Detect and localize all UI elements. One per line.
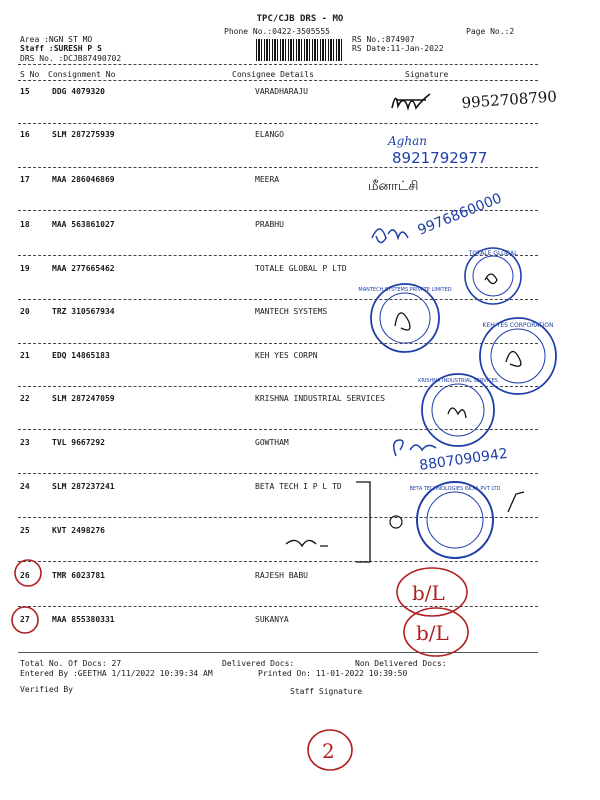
row-sno: 24 bbox=[20, 482, 30, 491]
stamp-22-text: KRISHNA INDUSTRIAL SERVICES bbox=[418, 378, 498, 384]
phone-16: 8921792977 bbox=[392, 149, 488, 167]
row-consignee: SUKANYA bbox=[255, 615, 289, 624]
row-divider bbox=[18, 210, 538, 211]
area-field: Area :NGN ST MO bbox=[20, 35, 93, 44]
signature-16: Aghan bbox=[388, 134, 427, 148]
row-divider bbox=[18, 123, 538, 124]
phone-18: 9976860000 bbox=[415, 190, 505, 239]
column-consignee: Consignee Details bbox=[232, 70, 314, 79]
stamp-21 bbox=[480, 318, 556, 394]
drs-number: DRS No. :DCJB87490702 bbox=[20, 54, 122, 63]
header-divider bbox=[18, 64, 538, 65]
delivered-docs: Delivered Docs: bbox=[222, 659, 295, 668]
stamp-24 bbox=[410, 482, 501, 558]
footer-divider bbox=[18, 652, 538, 653]
row-consignee: VARADHARAJU bbox=[255, 87, 308, 96]
row-consignee: KRISHNA INDUSTRIAL SERVICES bbox=[255, 394, 386, 403]
column-sno: S No bbox=[20, 70, 40, 79]
row-sno: 16 bbox=[20, 130, 30, 139]
row-consignment: TRZ 310567934 bbox=[52, 307, 115, 316]
row-consignment: TVL 9667292 bbox=[52, 438, 105, 447]
signature-18 bbox=[372, 229, 408, 243]
row-consignee: KEH YES CORPN bbox=[255, 351, 318, 360]
bl-oval-26 bbox=[397, 568, 467, 616]
page-number: Page No.:2 bbox=[466, 27, 515, 36]
row-consignment: MAA 286046869 bbox=[52, 175, 115, 184]
column-consignment: Consignment No bbox=[48, 70, 116, 79]
row-consignee: ELANGO bbox=[255, 130, 284, 139]
staff-field: Staff :SURESH P S bbox=[20, 44, 102, 53]
verified-by: Verified By bbox=[20, 685, 73, 694]
tick-24 bbox=[508, 492, 524, 512]
row-consignee: GOWTHAM bbox=[255, 438, 289, 447]
row-sno: 19 bbox=[20, 264, 30, 273]
entered-by: Entered By :GEETHA 1/11/2022 10:39:34 AM bbox=[20, 669, 213, 678]
phone-number: Phone No.:0422-3505555 bbox=[224, 27, 330, 36]
row-consignment: SLM 287237241 bbox=[52, 482, 115, 491]
column-signature: Signature bbox=[405, 70, 449, 79]
row-consignment: EDQ 14865183 bbox=[52, 351, 110, 360]
row-divider bbox=[18, 561, 538, 562]
row-sno: 25 bbox=[20, 526, 30, 535]
row-sno: 22 bbox=[20, 394, 30, 403]
phone-15: 9952708790 bbox=[461, 87, 558, 112]
row-sno: 20 bbox=[20, 307, 30, 316]
row-consignment: KVT 2498276 bbox=[52, 526, 105, 535]
row-divider bbox=[18, 386, 538, 387]
stamp-19-text: TOTALE GLOBAL bbox=[468, 250, 518, 257]
barcode bbox=[256, 39, 344, 61]
row-consignment: MAA 563861027 bbox=[52, 220, 115, 229]
row-consignee: PRABHU bbox=[255, 220, 284, 229]
row-consignee: RAJESH BABU bbox=[255, 571, 308, 580]
row-consignment: SLM 287275939 bbox=[52, 130, 115, 139]
row-sno: 15 bbox=[20, 87, 30, 96]
row-divider bbox=[18, 606, 538, 607]
stamp-24-text: BETA TECHNOLOGIES INDIA PVT LTD bbox=[409, 486, 501, 492]
staff-signature-label: Staff Signature bbox=[290, 687, 363, 696]
stamp-21-text: KEH YES CORPORATION bbox=[482, 322, 554, 329]
row-divider bbox=[18, 299, 538, 300]
non-delivered-docs: Non Delivered Docs: bbox=[355, 659, 447, 668]
total-docs: Total No. Of Docs: 27 bbox=[20, 659, 122, 668]
row-consignee: MEERA bbox=[255, 175, 280, 184]
row-consignee: BETA TECH I P L TD bbox=[255, 482, 342, 491]
stamp-20-text: MANTECH SYSTEMS PRIVATE LIMITED bbox=[358, 287, 452, 293]
row-sno: 17 bbox=[20, 175, 30, 184]
row-consignment: TMR 6023781 bbox=[52, 571, 105, 580]
phone-23: 8807090942 bbox=[418, 445, 509, 474]
row-consignment: DDG 4079320 bbox=[52, 87, 105, 96]
row-consignee: TOTALE GLOBAL P LTD bbox=[255, 264, 347, 273]
page-mark: 2 bbox=[322, 739, 335, 763]
row-divider bbox=[18, 473, 538, 474]
row-consignment: MAA 855380331 bbox=[52, 615, 115, 624]
row-sno: 23 bbox=[20, 438, 30, 447]
signature-15 bbox=[392, 94, 430, 108]
printed-on: Printed On: 11-01-2022 10:39:50 bbox=[258, 669, 408, 678]
row-sno: 18 bbox=[20, 220, 30, 229]
stamp-22 bbox=[418, 374, 498, 446]
bl-oval-27 bbox=[404, 608, 468, 656]
page-mark-oval bbox=[308, 730, 352, 770]
column-divider bbox=[18, 80, 538, 81]
stamp-20 bbox=[358, 284, 451, 352]
bl-27: b/L bbox=[416, 621, 449, 645]
row-divider bbox=[18, 255, 538, 256]
row-sno: 26 bbox=[20, 571, 30, 580]
row-divider bbox=[18, 517, 538, 518]
bl-26: b/L bbox=[412, 581, 445, 605]
signature-17: மீனாட்சி bbox=[368, 179, 419, 194]
rs-date: RS Date:11-Jan-2022 bbox=[352, 44, 444, 53]
row-divider bbox=[18, 167, 538, 168]
row-consignee: MANTECH SYSTEMS bbox=[255, 307, 328, 316]
stamp-19 bbox=[465, 248, 521, 304]
row-sno: 27 bbox=[20, 615, 30, 624]
row-consignment: MAA 277665462 bbox=[52, 264, 115, 273]
bracket-24 bbox=[356, 482, 370, 562]
rs-number: RS No.:874907 bbox=[352, 35, 415, 44]
row-consignment: SLM 287247059 bbox=[52, 394, 115, 403]
row-sno: 21 bbox=[20, 351, 30, 360]
document-title: TPC/CJB DRS - MO bbox=[256, 14, 344, 24]
signature-23 bbox=[394, 440, 436, 456]
mark-25 bbox=[286, 540, 328, 546]
row-divider bbox=[18, 343, 538, 344]
row-divider bbox=[18, 429, 538, 430]
